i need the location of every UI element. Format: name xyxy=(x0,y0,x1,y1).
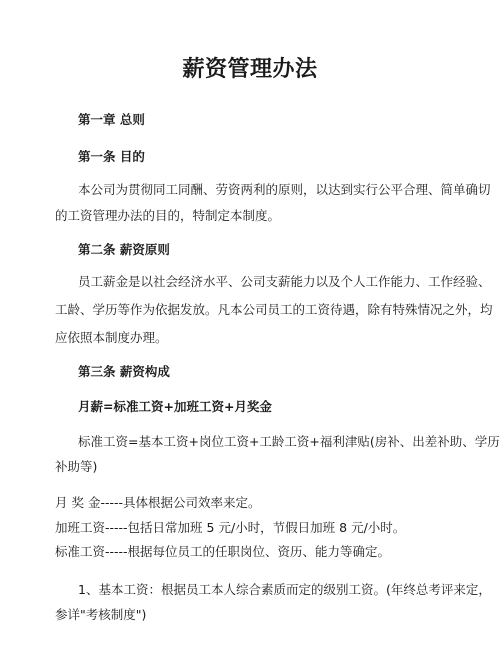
article1-line2: 的工资管理办法的目的，特制定本制度。 xyxy=(55,208,281,223)
article2-line3: 应依照本制度办理。 xyxy=(55,330,168,345)
item1-basic-salary-line2: 参详"考核制度") xyxy=(55,607,147,622)
chapter-heading: 第一章 总则 xyxy=(78,112,145,127)
article2-line1: 员工薪金是以社会经济水平、公司支薪能力以及个人工作能力、工作经验、 xyxy=(78,274,491,289)
article2-heading: 第二条 薪资原则 xyxy=(78,242,170,257)
definition-overtime-pay: 加班工资-----包括日常加班 5 元/小时，节假日加班 8 元/小时。 xyxy=(55,520,406,535)
formula-monthly-salary: 月薪=标准工资+加班工资+月奖金 xyxy=(78,399,272,414)
definition-monthly-bonus: 月 奖 金-----具体根据公司效率来定。 xyxy=(55,495,261,510)
formula-standard-salary-line2: 补助等) xyxy=(55,459,98,474)
document-title: 薪资管理办法 xyxy=(182,57,318,82)
definition-standard-salary: 标准工资-----根据每位员工的任职岗位、资历、能力等确定。 xyxy=(55,544,391,559)
article1-heading: 第一条 目的 xyxy=(78,149,145,164)
formula-standard-salary-line1: 标准工资=基本工资+岗位工资+工龄工资+福利津贴(房补、出差补助、学历 xyxy=(78,434,500,449)
item1-basic-salary-line1: 1、基本工资：根据员工本人综合素质而定的级别工资。(年终总考评来定， xyxy=(78,582,491,597)
article3-heading: 第三条 薪资构成 xyxy=(78,364,170,379)
article1-line1: 本公司为贯彻同工同酬、劳资两利的原则，以达到实行公平合理、简单确切 xyxy=(78,182,491,197)
article2-line2: 工龄、学历等作为依据发放。凡本公司员工的工资待遇，除有特殊情况之外，均 xyxy=(55,302,493,317)
